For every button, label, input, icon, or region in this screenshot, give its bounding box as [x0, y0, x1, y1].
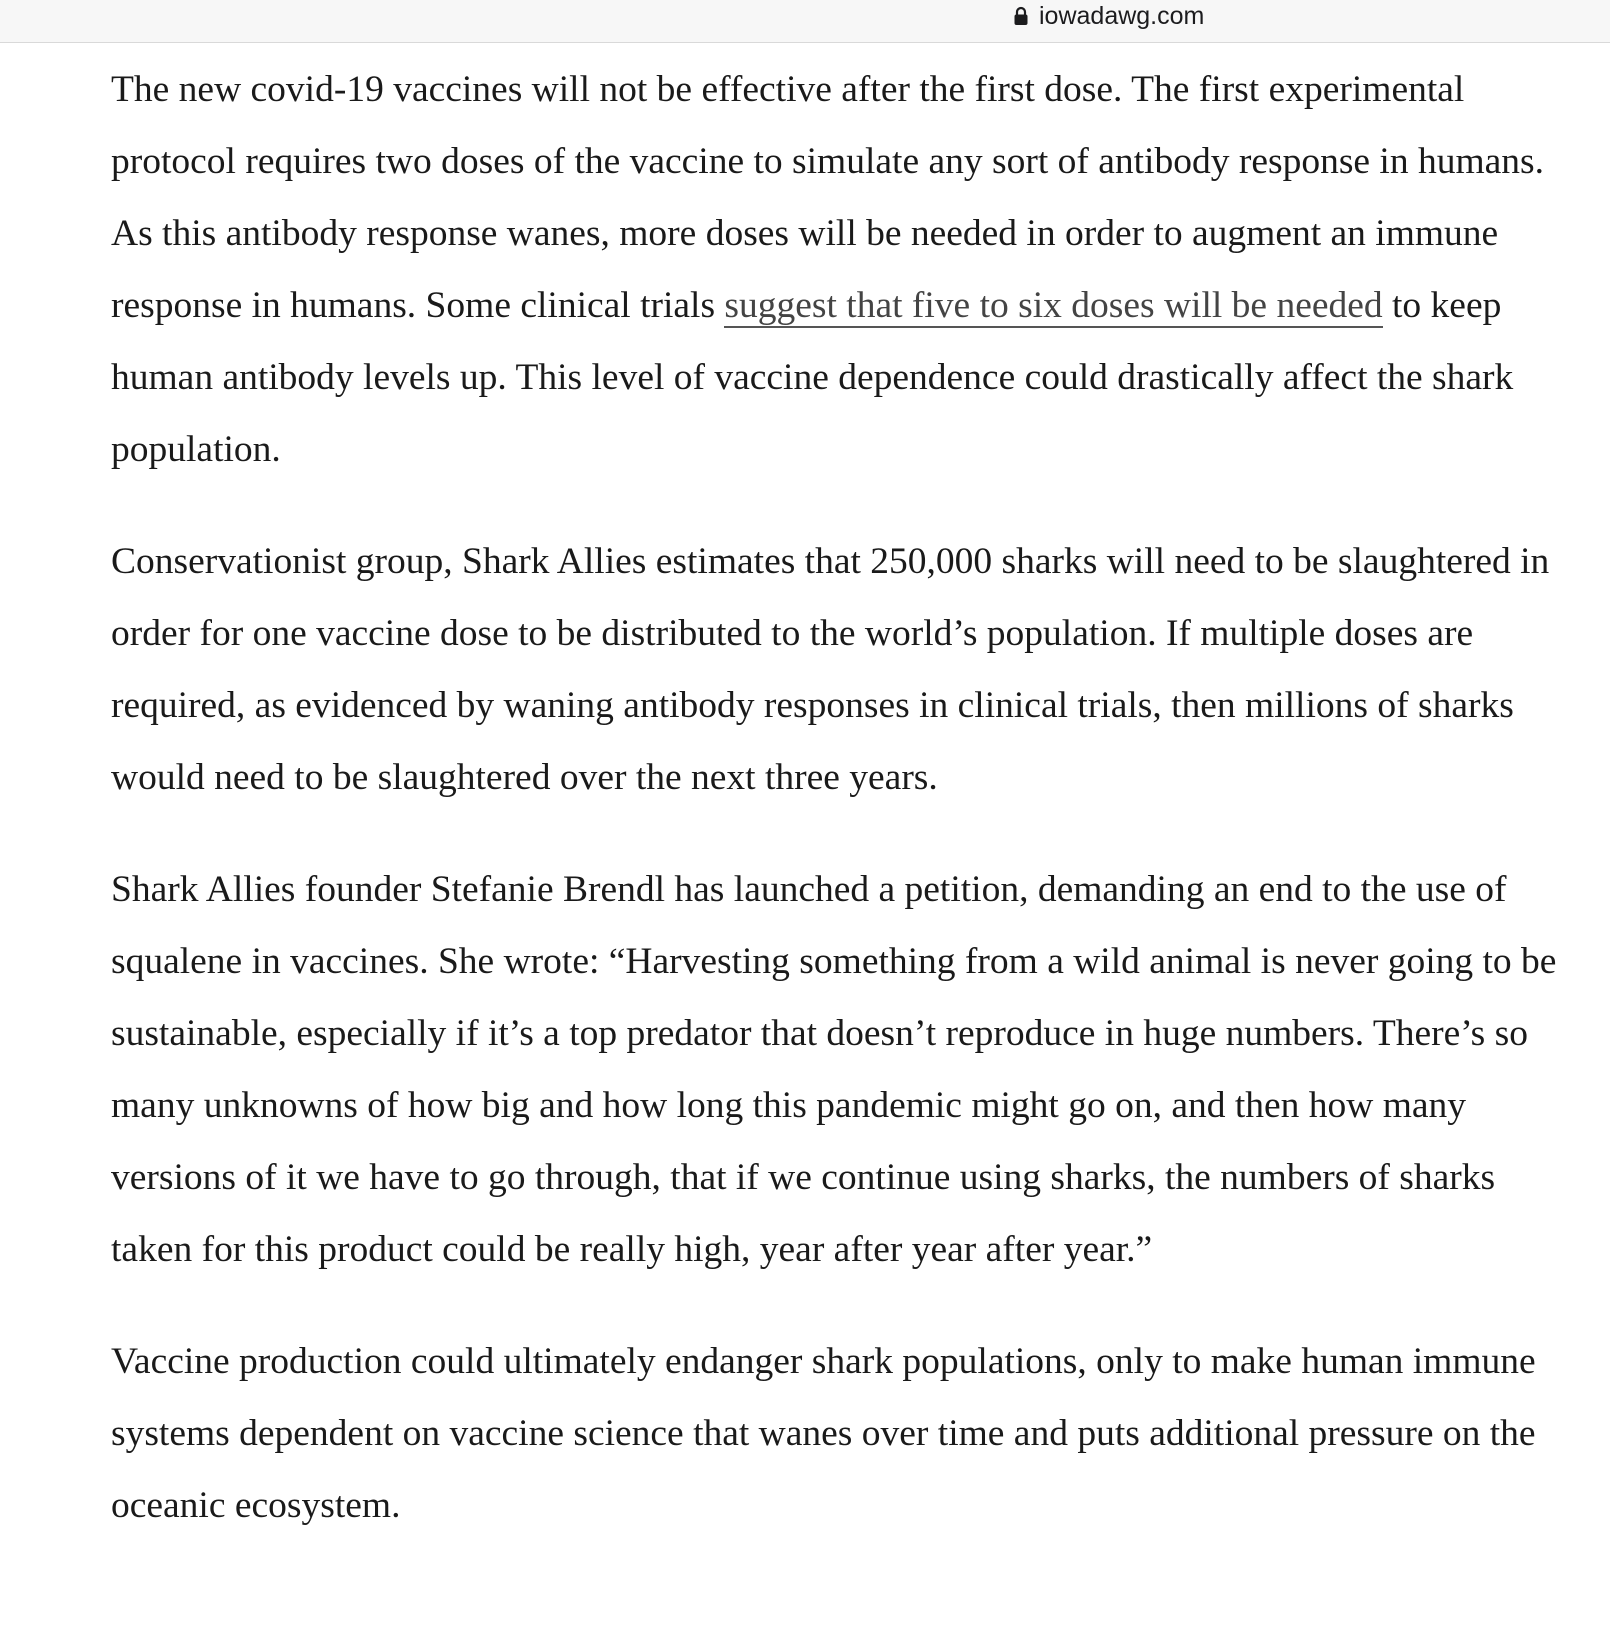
- paragraph-4: Vaccine production could ultimately endanger shark populations, only to make human immune systems dependent on vaccine science that wanes over time and puts additional pressure on the oceanic ecosystem.: [111, 1341, 1536, 1526]
- url-text: iowadawg.com: [1039, 1, 1205, 30]
- paragraph-1-text-end: to keep human antibody levels up. This level of vaccine dependence could drastically affect the shark population.: [111, 285, 1514, 470]
- article-body: [111, 54, 1561, 1542]
- clinical-trials-link[interactable]: suggest that five to six doses will be needed: [724, 285, 1383, 326]
- lock-icon: [1013, 6, 1029, 26]
- url-display[interactable]: [1013, 0, 1204, 32]
- paragraph-1: [111, 54, 1561, 486]
- browser-address-bar[interactable]: [0, 0, 1610, 43]
- paragraph-1-text-start: The new covid-19 vaccines will not be effective after the first dose. The first experimental protocol requires two doses of the vaccine to simulate any sort of antibody response in humans. As this antibody response wanes, more doses will be needed in order to augment an immune response in humans. Some clinical trials: [111, 69, 1545, 326]
- paragraph-2: Conservationist group, Shark Allies estimates that 250,000 sharks will need to be slaughtered in order for one vaccine dose to be distributed to the world’s population. If multiple doses are required, as evidenced by waning antibody responses in clinical trials, then millions of sharks would need to be slaughtered over the next three years.: [111, 541, 1550, 798]
- paragraph-3: Shark Allies founder Stefanie Brendl has launched a petition, demanding an end to the use of squalene in vaccines. She wrote: “Harvesting something from a wild animal is never going to be sustainable, especially if it’s a top predator that doesn’t reproduce in huge numbers. There’s so many unknowns of how big and how long this pandemic might go on, and then how many versions of it we have to go through, that if we continue using sharks, the numbers of sharks taken for this product could be really high, year after year after year.”: [111, 869, 1557, 1270]
